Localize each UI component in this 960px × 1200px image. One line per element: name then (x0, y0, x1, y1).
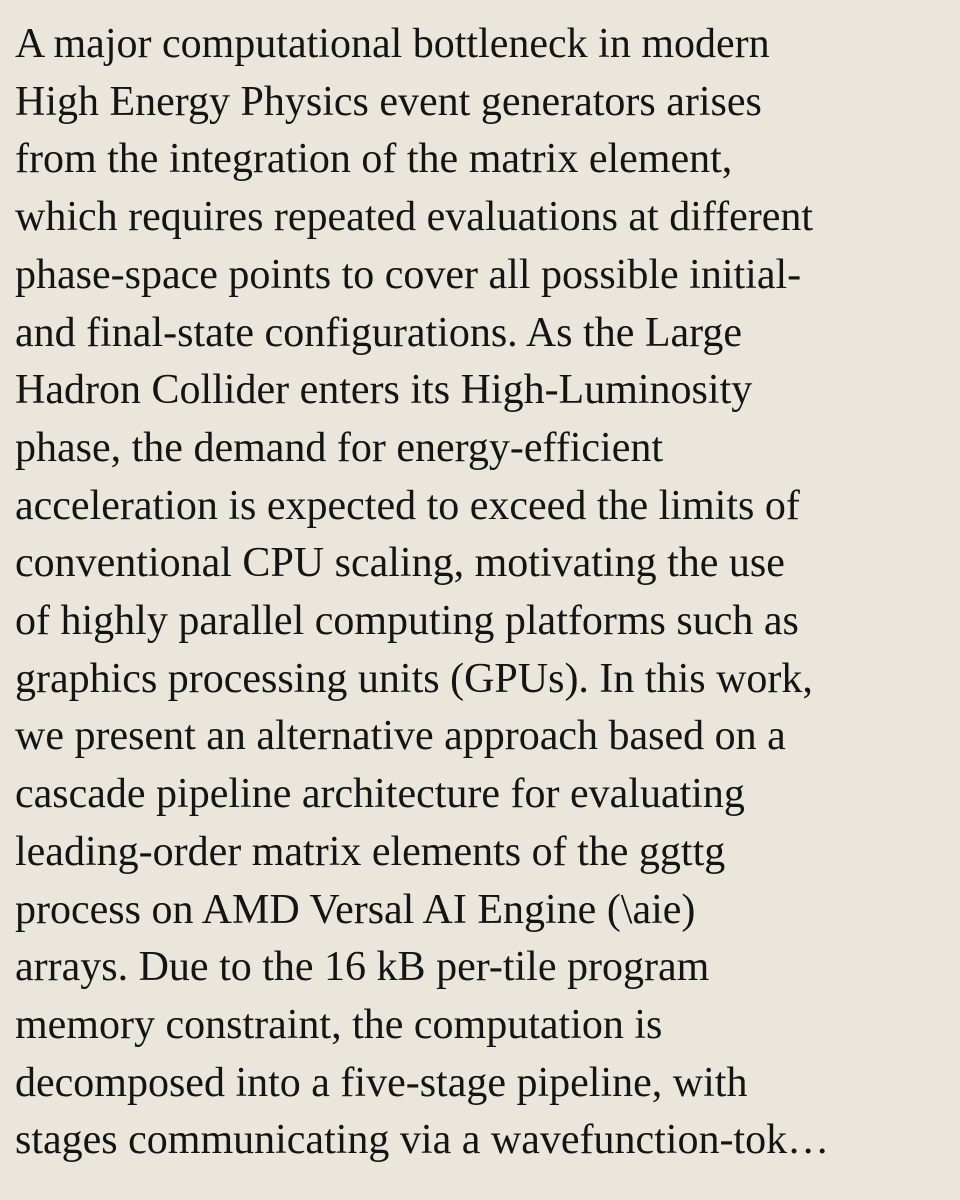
text-line: conventional CPU scaling, motivating the use (15, 540, 785, 587)
text-line: we present an alternative approach based on a (15, 713, 786, 760)
text-line: of highly parallel computing platforms such as (15, 598, 799, 645)
text-line: leading-order matrix elements of the ggttg (15, 828, 726, 875)
text-line: High Energy Physics event generators arises (15, 78, 762, 125)
text-line: Hadron Collider enters its High-Luminosity (15, 367, 753, 414)
text-line: from the integration of the matrix element, (15, 136, 733, 183)
text-line: acceleration is expected to exceed the limits of (15, 482, 800, 529)
text-line: stages communicating via a wavefunction-tok… (15, 1117, 830, 1164)
text-line: A major computational bottleneck in modern (15, 21, 770, 67)
text-line: which requires repeated evaluations at different (15, 194, 814, 241)
text-line: cascade pipeline architecture for evaluating (15, 771, 745, 818)
text-line: process on AMD Versal AI Engine (\aie) (15, 886, 696, 933)
text-line: and final-state configurations. As the Large (15, 309, 743, 356)
abstract-text (15, 16, 945, 1170)
text-line: decomposed into a five-stage pipeline, with (15, 1059, 748, 1106)
text-line: arrays. Due to the 16 kB per-tile program (15, 944, 710, 991)
text-line: phase, the demand for energy-efficient (15, 424, 664, 471)
text-line: phase-space points to cover all possible initial- (15, 251, 802, 298)
text-line: memory constraint, the computation is (15, 1001, 663, 1048)
text-line: graphics processing units (GPUs). In this work, (15, 655, 813, 702)
